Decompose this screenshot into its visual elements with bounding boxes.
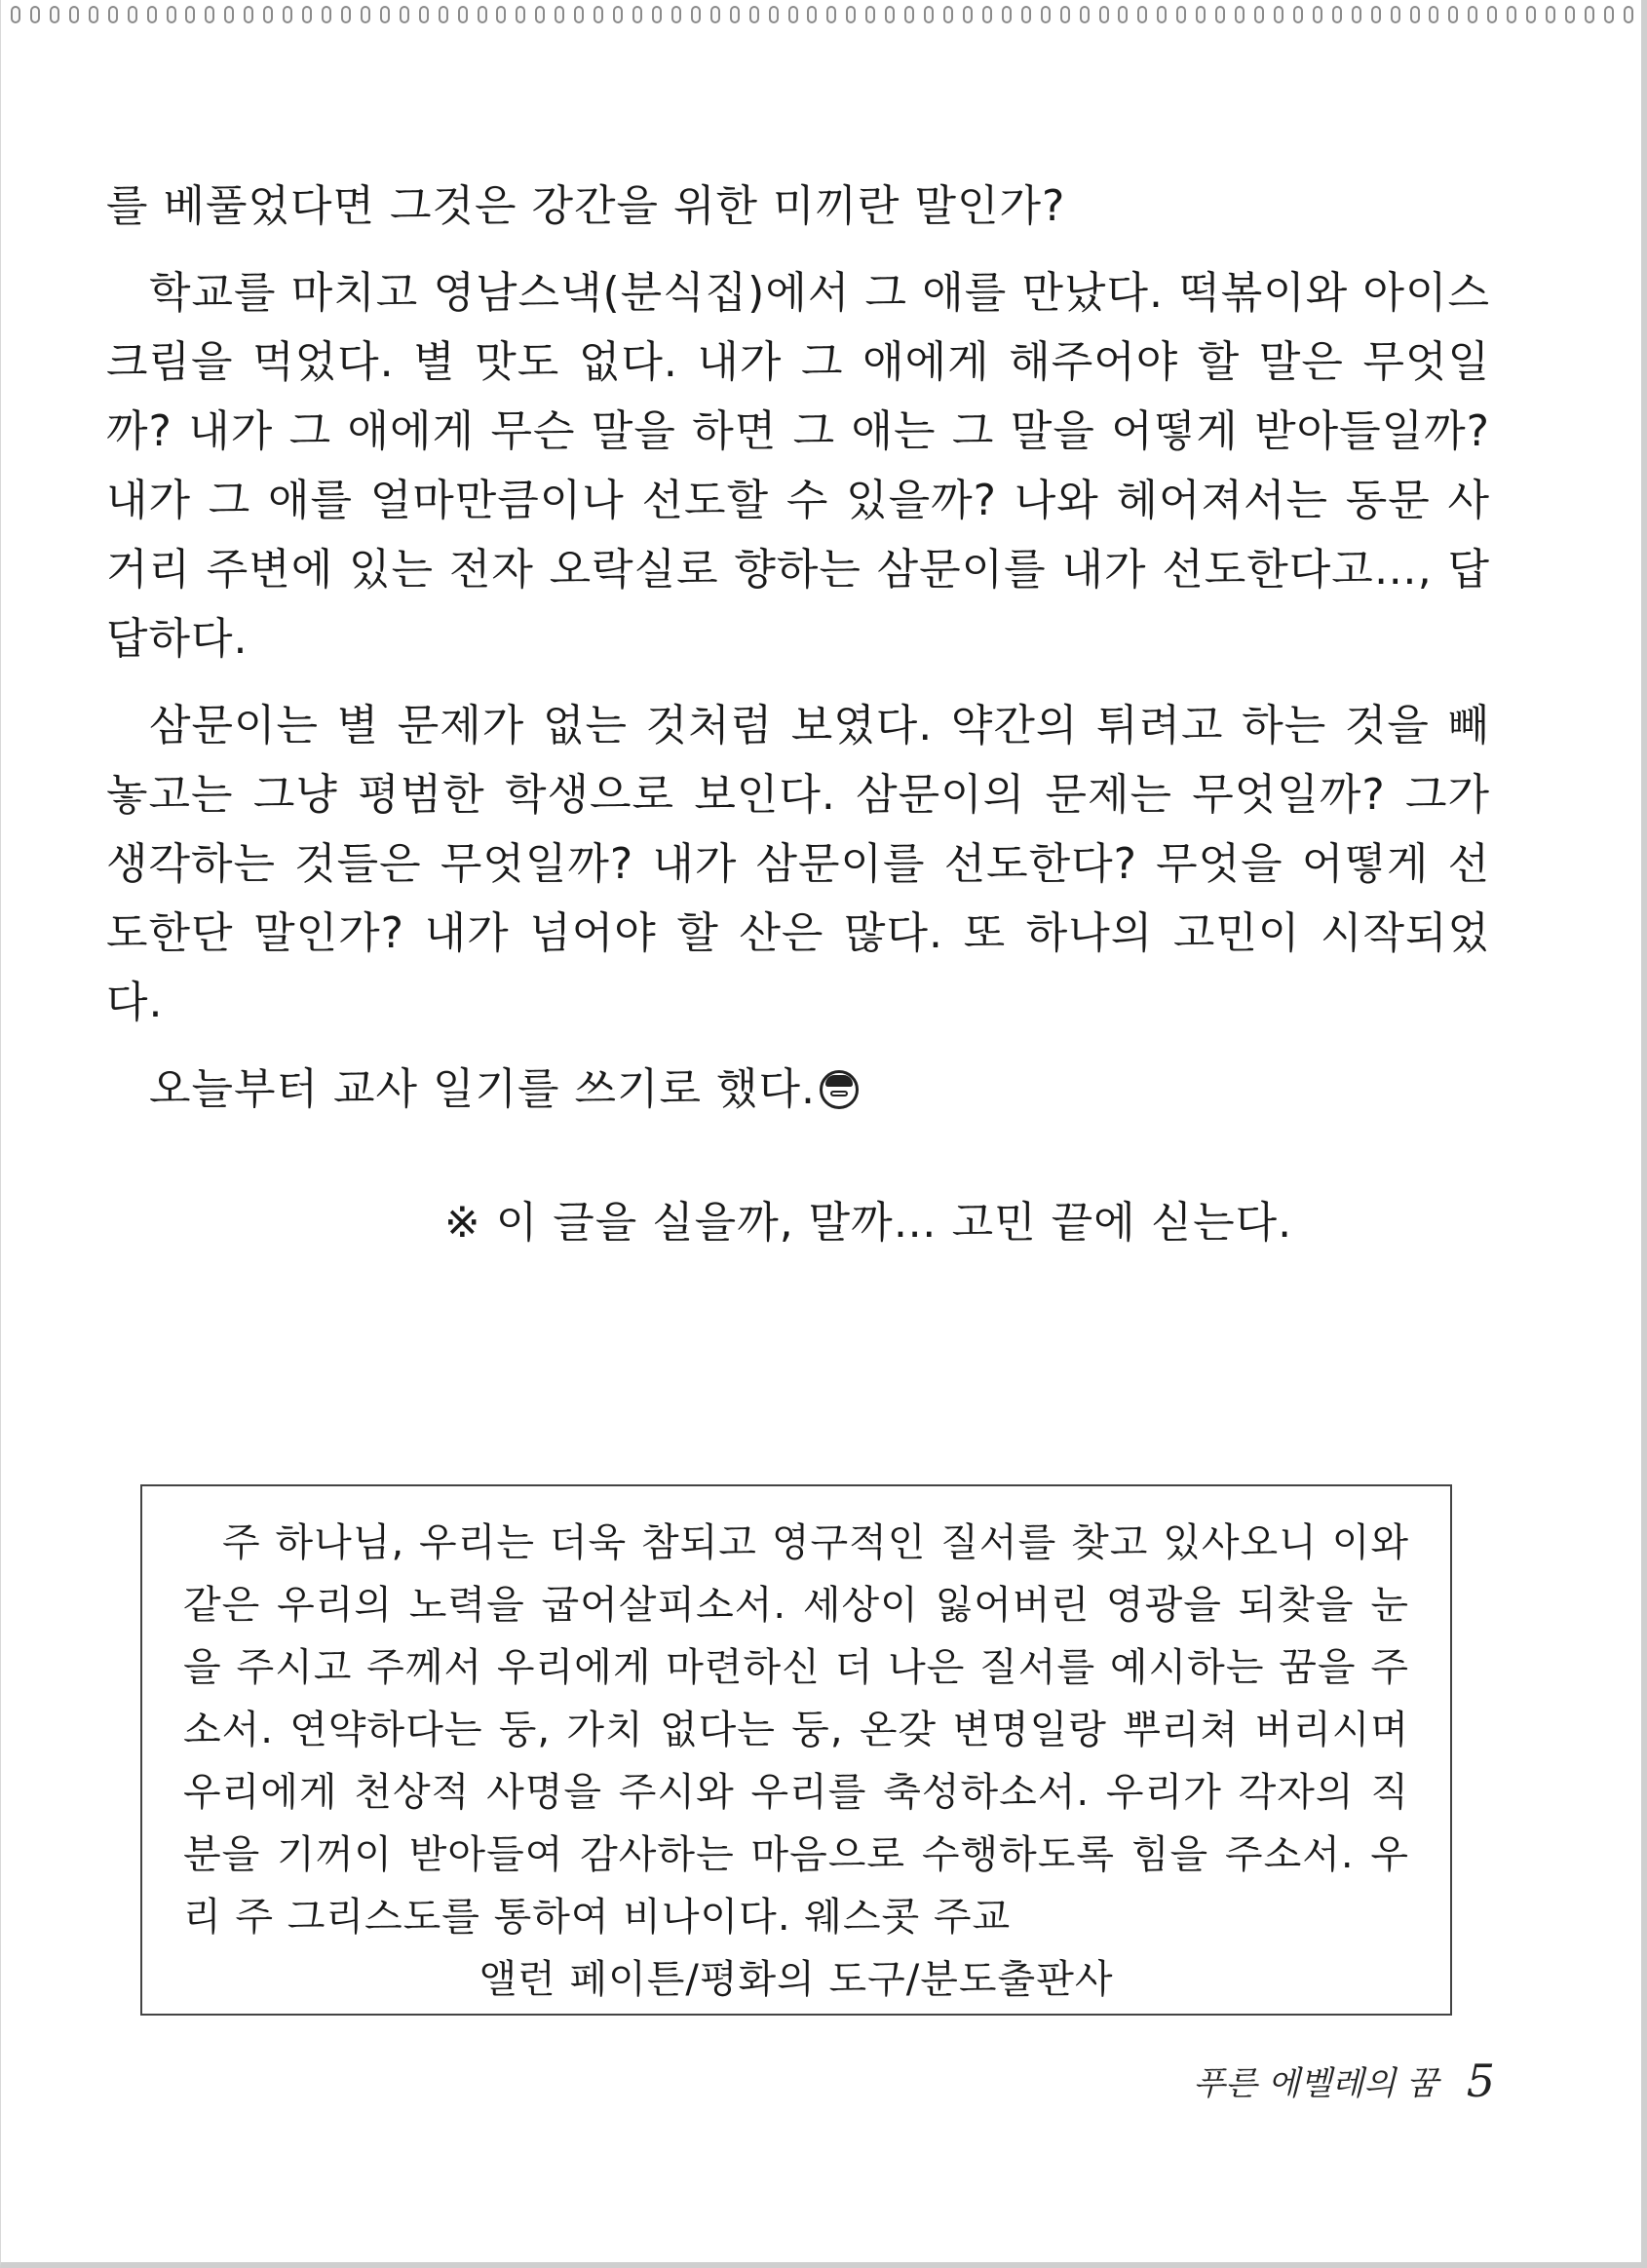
- spiral-loop: [1118, 6, 1128, 23]
- spiral-loop: [419, 6, 429, 23]
- paragraph-sammun: 삼문이는 별 문제가 없는 것처럼 보였다. 약간의 튀려고 하는 것을 빼놓고는 그냥 평범한 학생으로 보인다. 삼문이의 문제는 무엇일까? 그가 생각하는 것들은 무엇일까? 내가 삼문이를 선도한다? 무엇을 어떻게 선도한단 말인가? 내가 넘어야 할 산은 많다. 또 하나의 고민이 시작되었다.: [106, 701, 1490, 1027]
- spiral-loop: [924, 6, 934, 23]
- spiral-loop: [263, 6, 273, 23]
- page-footer: [1193, 2055, 1495, 2107]
- spiral-loop: [535, 6, 545, 23]
- spiral-loop: [205, 6, 214, 23]
- spiral-loop: [1546, 6, 1555, 23]
- editor-note: [1, 1187, 1609, 1249]
- spiral-loop: [30, 6, 40, 23]
- spiral-loop: [341, 6, 351, 23]
- spiral-loop: [147, 6, 157, 23]
- spiral-loop: [769, 6, 779, 23]
- spiral-loop: [302, 6, 312, 23]
- spiral-loop: [749, 6, 759, 23]
- spiral-loop: [1313, 6, 1322, 23]
- spiral-loop: [89, 6, 98, 23]
- spiral-loop: [904, 6, 914, 23]
- spiral-loop: [400, 6, 409, 23]
- spiral-loop: [652, 6, 662, 23]
- paragraph-diary: [106, 1055, 1490, 1124]
- spiral-loop: [710, 6, 720, 23]
- spiral-loop: [982, 6, 992, 23]
- spiral-loop: [128, 6, 137, 23]
- spiral-loop: [69, 6, 79, 23]
- spiral-loop: [632, 6, 642, 23]
- spiral-loop: [1624, 6, 1633, 23]
- editor-note-text: ※ 이 글을 실을까, 말까… 고민 끝에 싣는다.: [443, 1198, 1293, 1248]
- body-text: [106, 172, 1490, 1141]
- spiral-loop: [496, 6, 506, 23]
- spiral-loop: [1002, 6, 1012, 23]
- spiral-loop: [1137, 6, 1147, 23]
- spiral-loop: [1293, 6, 1303, 23]
- spiral-loop: [1391, 6, 1400, 23]
- spiral-loop: [1526, 6, 1536, 23]
- prayer-text: 주 하나님, 우리는 더욱 참되고 영구적인 질서를 찾고 있사오니 이와 같은 우리의 노력을 굽어살피소서. 세상이 잃어버린 영광을 되찾을 눈을 주시고 주께서 우리에게 마련하신 더 나은 질서를 예시하는 꿈을 주소서. 연약하다는 둥, 가치 없다는 둥, 온갖 변명일랑 뿌리쳐 버리시며 우리에게 천상적 사명을 주시와 우리를 축성하소서. 우리가 각자의 직분을 기꺼이 받아들여 감사하는 마음으로 수행하도록 힘을 주소서. 우리 주 그리스도를 통하여 비나이다. 웨스콧 주교: [183, 1520, 1409, 1940]
- spiral-loop: [1585, 6, 1594, 23]
- spiral-loop: [108, 6, 118, 23]
- spiral-loop: [691, 6, 701, 23]
- spiral-loop: [594, 6, 603, 23]
- spiral-loop: [1429, 6, 1438, 23]
- prayer-box: [140, 1484, 1452, 2016]
- spiral-loop: [574, 6, 584, 23]
- spiral-loop: [167, 6, 176, 23]
- spiral-loop: [283, 6, 292, 23]
- spiral-loop: [224, 6, 234, 23]
- spiral-loop: [1274, 6, 1283, 23]
- spiral-loop: [516, 6, 525, 23]
- spiral-loop: [1021, 6, 1031, 23]
- spiral-loop: [439, 6, 448, 23]
- spiral-loop: [943, 6, 953, 23]
- spiral-loop: [963, 6, 973, 23]
- spiral-loop: [865, 6, 875, 23]
- spiral-loop: [1254, 6, 1264, 23]
- spiral-loop: [1041, 6, 1051, 23]
- spiral-loop: [244, 6, 253, 23]
- spiral-loop: [1352, 6, 1361, 23]
- spiral-loop: [1099, 6, 1109, 23]
- spiral-loop: [322, 6, 331, 23]
- spiral-loop: [1448, 6, 1458, 23]
- spiral-loop: [1157, 6, 1167, 23]
- page-number: 5: [1466, 2055, 1495, 2107]
- spiral-loop: [1468, 6, 1477, 23]
- spiral-loop: [50, 6, 59, 23]
- spiral-loop: [1235, 6, 1245, 23]
- spiral-loop: [380, 6, 390, 23]
- spiral-loop: [730, 6, 740, 23]
- spiral-loop: [1507, 6, 1516, 23]
- spiral-loop: [555, 6, 564, 23]
- spiral-loop: [1060, 6, 1070, 23]
- spiral-binding: [11, 0, 1633, 29]
- spiral-loop: [671, 6, 681, 23]
- diary-sentence: 오늘부터 교사 일기를 쓰기로 했다.: [149, 1064, 816, 1114]
- spiral-loop: [11, 6, 20, 23]
- paragraph-meeting: 학교를 마치고 영남스낵(분식집)에서 그 애를 만났다. 떡볶이와 아이스크림을 먹었다. 별 맛도 없다. 내가 그 애에게 해주어야 할 말은 무엇일까? 내가 그 애에게 무슨 말을 하면 그 애는 그 말을 어떻게 받아들일까? 내가 그 애를 얼마만큼이나 선도할 수 있을까? 나와 헤어져서는 동문 사거리 주변에 있는 전자 오락실로 향하는 삼문이를 내가 선도한다고…, 답답하다.: [106, 268, 1490, 664]
- spiral-loop: [846, 6, 856, 23]
- spiral-loop: [885, 6, 895, 23]
- spiral-loop: [1080, 6, 1090, 23]
- spiral-loop: [613, 6, 623, 23]
- spiral-loop: [1176, 6, 1186, 23]
- spiral-loop: [1565, 6, 1575, 23]
- spiral-loop: [361, 6, 370, 23]
- spiral-loop: [478, 6, 487, 23]
- spiral-loop: [826, 6, 836, 23]
- spiral-loop: [1604, 6, 1614, 23]
- spiral-loop: [788, 6, 798, 23]
- spiral-loop: [1196, 6, 1206, 23]
- spiral-loop: [1410, 6, 1420, 23]
- paragraph-continuation: 를 베풀었다면 그것은 강간을 위한 미끼란 말인가?: [106, 181, 1066, 231]
- spiral-loop: [1332, 6, 1342, 23]
- spiral-loop: [1487, 6, 1497, 23]
- spiral-loop: [807, 6, 817, 23]
- spiral-loop: [1215, 6, 1225, 23]
- smiley-face-icon: [820, 1070, 859, 1109]
- book-title: 푸른 에벨레의 꿈: [1193, 2064, 1438, 2103]
- spiral-loop: [185, 6, 195, 23]
- spiral-loop: [1371, 6, 1381, 23]
- prayer-source: 앨런 페이튼/평화의 도구/분도출판사: [479, 1957, 1114, 2002]
- spiral-loop: [458, 6, 468, 23]
